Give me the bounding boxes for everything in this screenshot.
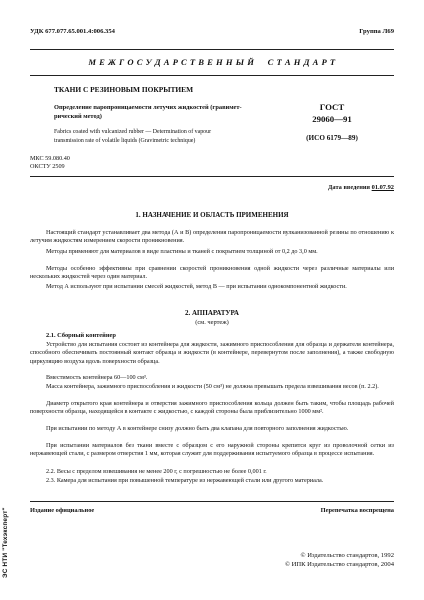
reprint-notice: Перепечатка воспрещена [320,507,394,514]
header-rule-top [30,49,394,50]
side-stamp: ЭС НТИ "Техэксперт" [2,507,9,578]
udk-code: УДК 677.077.65.001.4:006.354 [30,28,115,35]
section1-paragraph3: Методы особенно эффективны при сравнении скоростей проникновения одной жидкости через различные материалы или нескольких жидкостей через один материал. [30,265,394,281]
okstu-code: ОКСТУ 2509 [30,163,65,170]
english-title-line1: Fabrics coated with vulcanized rubber — Determination of vapour [54,129,212,135]
header-rule-bottom [30,75,394,76]
introduction-date-label: Дата введения [328,184,371,191]
copyright-1992: © Издательство стандартов, 1992 [300,552,394,559]
iso-reference: (ИСО 6179—89) [306,134,358,142]
section2-paragraph8: 2.3. Камера для испытания при повышенной температуре из нержавеющей стали или другого материала. [46,477,324,484]
document-title: ТКАНИ С РЕЗИНОВЫМ ПОКРЫТИЕМ [54,85,194,94]
introduction-date-value: 01.07.92 [371,184,394,191]
footer-rule [30,501,394,502]
standard-banner: М Е Ж Г О С У Д А Р С Т В Е Н Н Ы Й С Т А Н Д А Р Т [88,57,336,67]
section1-paragraph4: Метод А используют при испытании смесей жидкостей, метод В — при испытании однокомпонентной жидкости. [46,283,347,290]
title-block-rule [30,176,394,177]
section2-paragraph4: Диаметр открытого края контейнера и отверстия зажимного приспособления кольца должен быть таким, чтобы площадь рабочей поверхности образца, находящейся в контакте с жидкостью, с каждой стороны была приблизительно 1000 мм². [30,400,394,416]
gost-number: 29060—91 [312,114,352,124]
section2-paragraph6: При испытании материалов без ткани вместе с образцом с его наружной стороны крепится круг из проволочной сетки из нержавеющей стали, с размером отверстия 1 мм, которая служит для поддерживания испытуемого образца в процессе испытания. [30,442,394,458]
section2-paragraph1: Устройство для испытания состоит из контейнера для жидкости, зажимного приспособления для образца и держателя контейнера, способного обеспечивать постоянный контакт образца и жидкости (в контейнере, перевернутом после заполнения), а также свободную циркуляцию воздуха вдоль поверхности образца. [30,341,394,365]
section2-paragraph7: 2.2. Весы с пределом взвешивания не менее 200 г, с погрешностью не более 0,001 г. [46,468,267,475]
section1-heading: 1. НАЗНАЧЕНИЕ И ОБЛАСТЬ ПРИМЕНЕНИЯ [135,211,289,219]
subsection-2-1-title: 2.1. Сборный контейнер [46,332,116,339]
document-subtitle-line2: рический метод) [54,113,102,120]
copyright-2004: © ИПК Издательство стандартов, 2004 [284,561,394,568]
section2-paragraph3: Масса контейнера, зажимного приспособления и жидкости (50 см³) не должна превышать предела взвешивания весов (п. 2.2). [46,383,379,390]
introduction-date [300,184,394,191]
group-code: Группа Л69 [359,28,394,35]
gost-label: ГОСТ [319,102,345,112]
official-edition-label: Издание официальное [30,507,95,514]
section2-subheading: (см. чертеж) [195,319,229,326]
section1-paragraph1: Настоящий стандарт устанавливает два метода (А и В) определения паропроницаемости вулканизованной резины по отношению к летучим жидкостям измерением скорости проникновения. [30,229,394,245]
section1-paragraph2: Методы применяют для материалов в виде пластины и тканей с покрытием толщиной от 0,2 до 3,0 мм. [46,248,318,255]
mks-code: МКС 59.080.40 [30,155,70,162]
section2-heading: 2. АППАРАТУРА [185,309,239,317]
english-title-line2: transmission rate of volatile liquids (Gravimetric technique) [54,138,196,144]
document-subtitle-line1: Определение паропроницаемости летучих жидкостей (гравимет- [54,104,242,111]
section2-paragraph2: Вместимость контейнера 60—100 см³. [46,374,148,381]
section2-paragraph5: При испытании по методу А в контейнере снизу должно быть два клапана для повторного заполнения жидкостью. [46,425,349,432]
